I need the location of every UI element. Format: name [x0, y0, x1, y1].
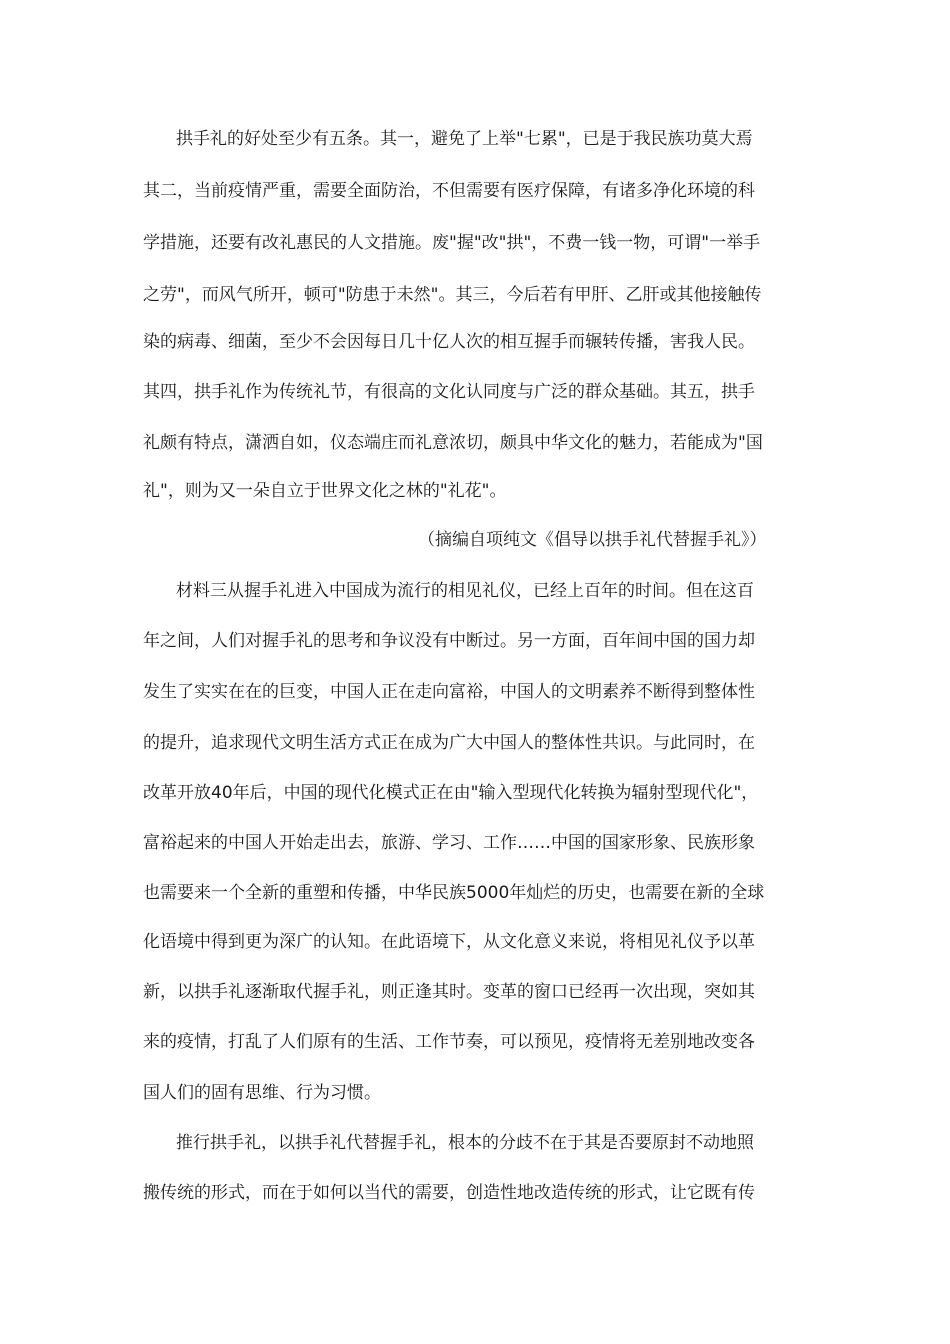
paragraph-2-line: 年之间，人们对握手礼的思考和争议没有中断过。另一方面，百年间中国的国力却 [143, 631, 755, 651]
source-citation: （摘编自项纯文《倡导以拱手礼代替握手礼》） [418, 530, 767, 550]
paragraph-2-line: 国人们的固有思维、行为习惯。 [143, 1083, 381, 1103]
paragraph-2-line: 富裕起来的中国人开始走出去，旅游、学习、工作……中国的国家形象、民族形象 [143, 833, 755, 853]
paragraph-1-line: 染的病毒、细菌，至少不会因每日几十亿人次的相互握手而辗转传播，害我人民。 [143, 332, 755, 352]
paragraph-2-line: 新，以拱手礼逐渐取代握手礼，则正逢其时。变革的窗口已经再一次出现，突如其 [143, 982, 755, 1002]
paragraph-3-line: 推行拱手礼，以拱手礼代替握手礼，根本的分歧不在于其是否要原封不动地照 [176, 1133, 754, 1153]
paragraph-2-line: 也需要来一个全新的重塑和传播，中华民族5000年灿烂的历史，也需要在新的全球 [143, 883, 765, 903]
paragraph-2-line: 发生了实实在在的巨变，中国人正在走向富裕，中国人的文明素养不断得到整体性 [143, 682, 755, 702]
paragraph-2-line: 材料三从握手礼进入中国成为流行的相见礼仪，已经上百年的时间。但在这百 [176, 581, 754, 601]
paragraph-1-line: 之劳"，而风气所开，顿可"防患于未然"。其三，今后若有甲肝、乙肝或其他接触传 [143, 285, 762, 305]
paragraph-1-line: 学措施，还要有改礼惠民的人文措施。废"握"改"拱"，不费一钱一物，可谓"一举手 [143, 233, 761, 253]
paragraph-2-line: 化语境中得到更为深广的认知。在此语境下，从文化意义来说，将相见礼仪予以革 [143, 932, 755, 952]
paragraph-1-line: 其二，当前疫情严重，需要全面防治，不但需要有医疗保障，有诸多净化环境的科 [143, 181, 755, 201]
paragraph-1-line: 礼颇有特点，潇洒自如，仪态端庄而礼意浓切，颇具中华文化的魅力，若能成为"国 [143, 433, 763, 453]
paragraph-1-line: 拱手礼的好处至少有五条。其一，避免了上举"七累"，已是于我民族功莫大焉 [176, 129, 753, 149]
paragraph-2-line: 来的疫情，打乱了人们原有的生活、工作节奏，可以预见，疫情将无差别地改变各 [143, 1032, 755, 1052]
paragraph-2-line: 改革开放40年后，中国的现代化模式正在由"输入型现代化转换为辐射型现代化"， [143, 783, 759, 803]
paragraph-1-line: 礼"，则为又一朵自立于世界文化之林的"礼花"。 [143, 481, 507, 501]
paragraph-3-line: 搬传统的形式，而在于如何以当代的需要，创造性地改造传统的形式，让它既有传 [143, 1183, 755, 1203]
paragraph-1-line: 其四，拱手礼作为传统礼节，有很高的文化认同度与广泛的群众基础。其五，拱手 [143, 382, 755, 402]
paragraph-2-line: 的提升，追求现代文明生活方式正在成为广大中国人的整体性共识。与此同时，在 [143, 733, 755, 753]
